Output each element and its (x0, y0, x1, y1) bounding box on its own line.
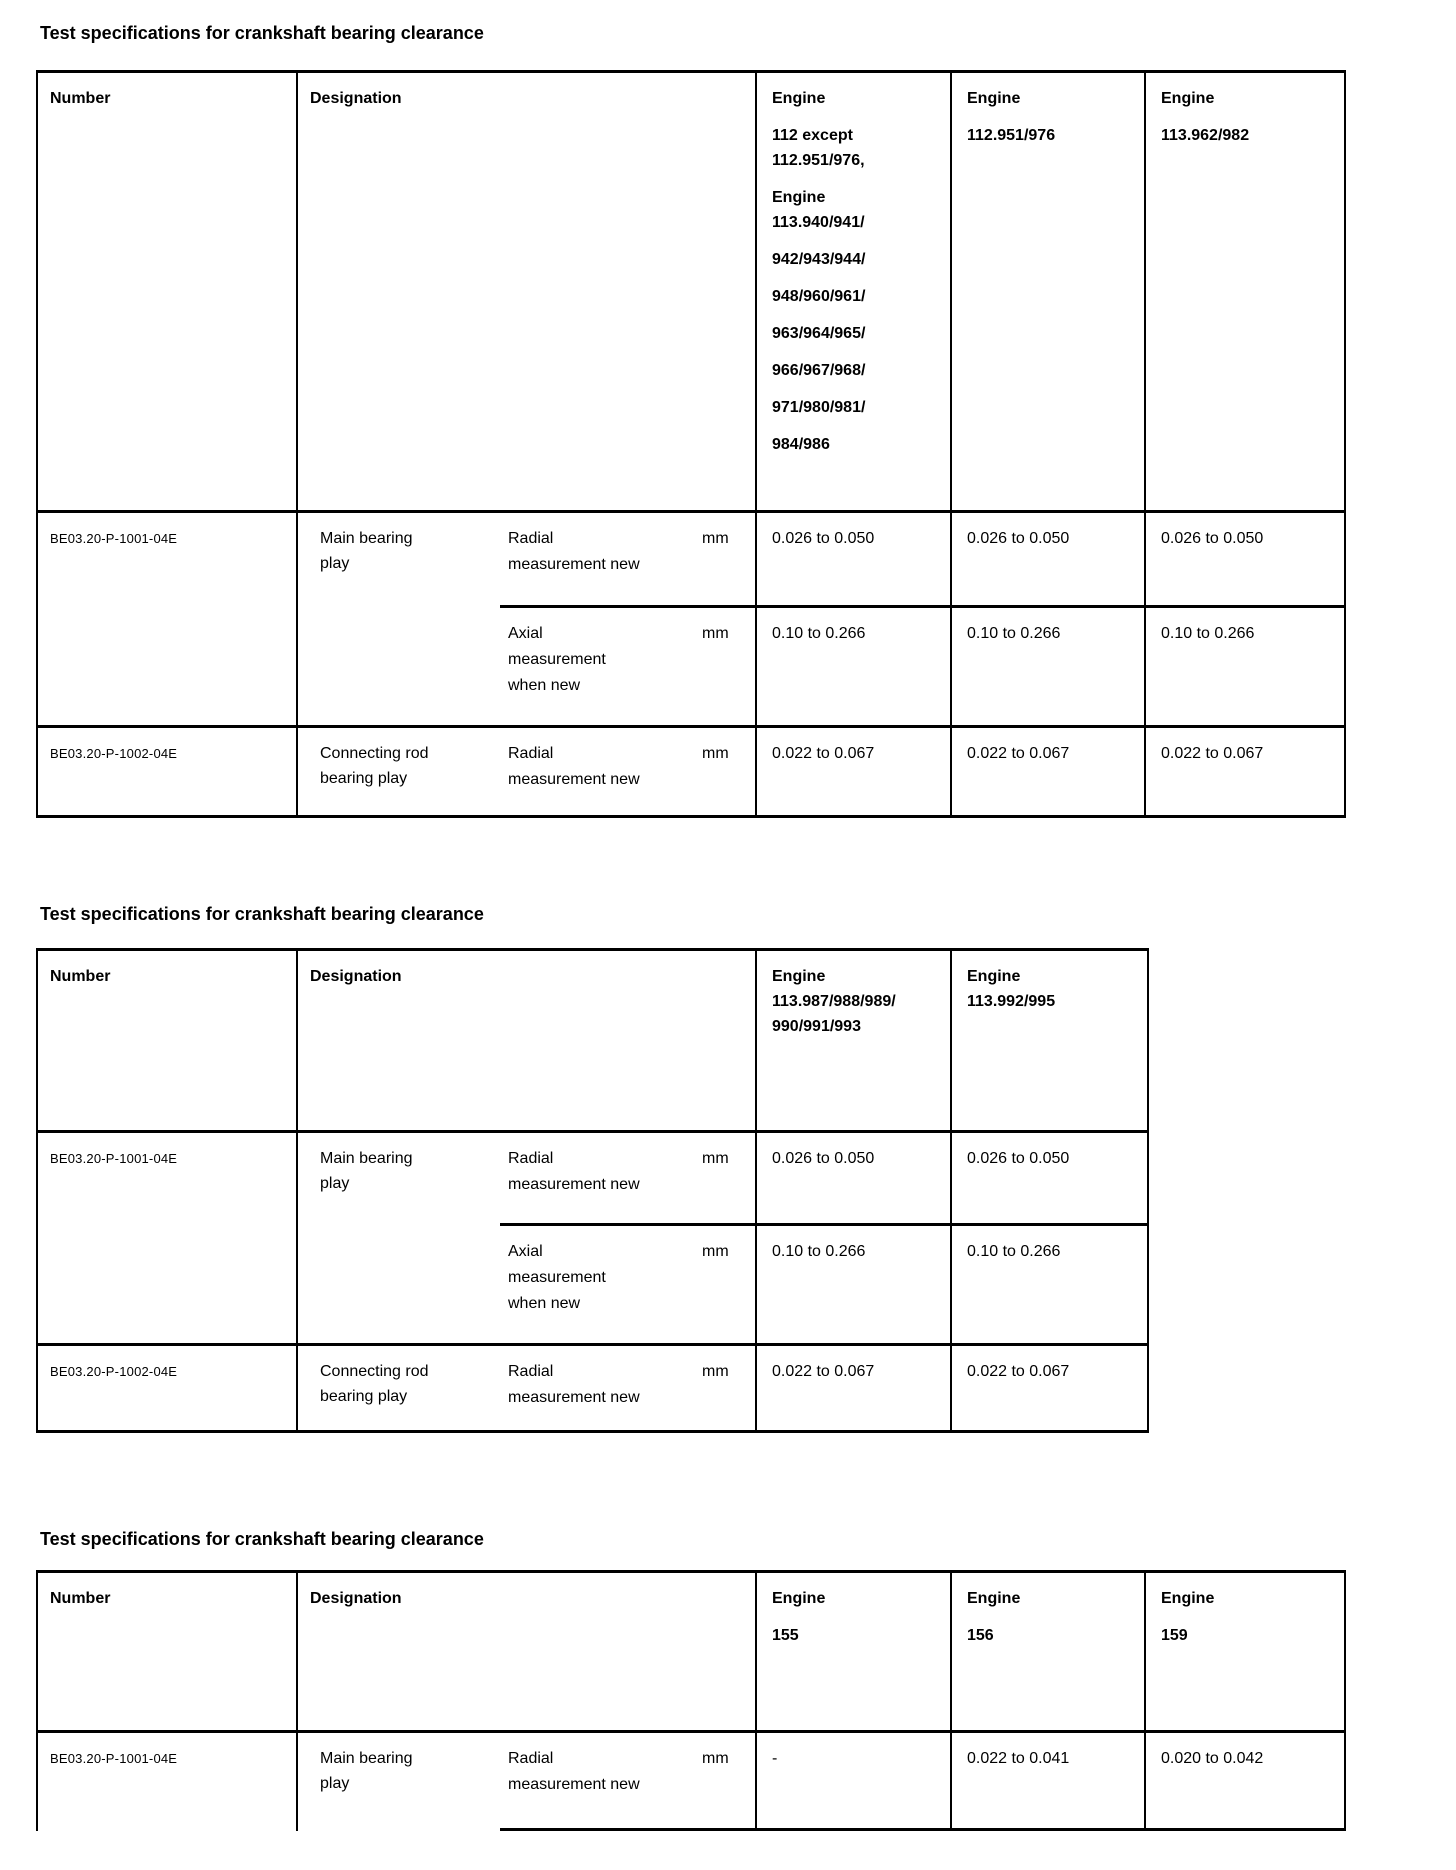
measurement-cell (500, 1733, 702, 1831)
value-cell: - (757, 1733, 952, 1831)
designation-cell (298, 1133, 500, 1346)
measurement-cell (500, 1226, 702, 1346)
column-header-number: Number (38, 1573, 298, 1733)
column-header-engine (1146, 1573, 1344, 1733)
text-line: Axial (508, 625, 543, 642)
text-line: when new (508, 1295, 581, 1312)
column-header-designation: Designation (298, 73, 757, 513)
unit-cell: mm (702, 1346, 757, 1430)
text-line: 963/964/965/ (772, 325, 866, 342)
number-cell: BE03.20-P-1002-04E (38, 728, 298, 815)
measurement-cell (500, 513, 702, 608)
engine-header-paragraph (967, 86, 1136, 111)
engine-header-paragraph (967, 964, 1139, 1014)
measurement-cell (500, 608, 702, 728)
section-title: Test specifications for crankshaft bearing clearance (40, 23, 484, 43)
measurement-cell (500, 1346, 702, 1430)
text-line: 112 except (772, 127, 853, 144)
spec-table (36, 948, 1149, 1433)
text-line: 112.951/976, (772, 152, 865, 169)
unit-cell: mm (702, 1226, 757, 1346)
text-line: Engine (1161, 1590, 1215, 1607)
column-header-number: Number (38, 73, 298, 513)
unit-cell: mm (702, 1133, 757, 1226)
text-line: 942/943/944/ (772, 251, 866, 268)
text-line: Main bearing (320, 1750, 413, 1767)
text-line: 156 (967, 1627, 994, 1644)
value-cell: 0.022 to 0.041 (952, 1733, 1146, 1831)
text-line: 113.940/941/ (772, 214, 865, 231)
text-line: 155 (772, 1627, 799, 1644)
unit-cell: mm (702, 728, 757, 815)
column-header-engine (757, 1573, 952, 1733)
text-line: Main bearing (320, 530, 413, 547)
text-line: measurement (508, 651, 606, 668)
designation-cell (298, 1346, 500, 1430)
designation-cell (298, 728, 500, 815)
value-cell: 0.10 to 0.266 (952, 1226, 1147, 1346)
spec-table (36, 1570, 1346, 1831)
text-line: 990/991/993 (772, 1018, 861, 1035)
value-cell: 0.10 to 0.266 (1146, 608, 1344, 728)
text-line: Engine (967, 90, 1021, 107)
text-line: when new (508, 677, 581, 694)
text-line: Radial (508, 745, 554, 762)
engine-header-paragraph (772, 321, 942, 346)
column-header-engine (952, 1573, 1146, 1733)
designation-cell (298, 513, 500, 728)
text-line: play (320, 1775, 350, 1792)
spec-table (36, 70, 1346, 818)
number-cell: BE03.20-P-1001-04E (38, 1133, 298, 1346)
engine-header-paragraph (1161, 123, 1336, 148)
text-line: Connecting rod (320, 1363, 429, 1380)
text-line: Radial (508, 530, 554, 547)
column-header-engine (952, 951, 1147, 1133)
value-cell: 0.026 to 0.050 (757, 513, 952, 608)
text-line: 113.962/982 (1161, 127, 1250, 144)
text-line: measurement (508, 1269, 606, 1286)
designation-cell (298, 1733, 500, 1831)
text-line: 113.992/995 (967, 993, 1056, 1010)
text-line: 948/960/961/ (772, 288, 866, 305)
engine-header-paragraph (772, 1623, 942, 1648)
engine-header-paragraph (772, 86, 942, 111)
text-line: 112.951/976 (967, 127, 1056, 144)
engine-header-paragraph (772, 358, 942, 383)
text-line: Engine (772, 90, 826, 107)
text-line: play (320, 1175, 350, 1192)
engine-header-paragraph (772, 395, 942, 420)
engine-header-paragraph (1161, 86, 1336, 111)
value-cell: 0.026 to 0.050 (952, 513, 1146, 608)
column-header-designation: Designation (298, 1573, 757, 1733)
text-line: 113.987/988/989/ (772, 993, 896, 1010)
engine-header-paragraph (772, 185, 942, 235)
text-line: 984/986 (772, 436, 830, 453)
text-line: Radial (508, 1750, 554, 1767)
unit-cell: mm (702, 1733, 757, 1831)
value-cell: 0.020 to 0.042 (1146, 1733, 1344, 1831)
text-line: play (320, 555, 350, 572)
engine-header-paragraph (772, 432, 942, 457)
text-line: Radial (508, 1363, 554, 1380)
text-line: Engine (772, 189, 826, 206)
engine-header-paragraph (1161, 1586, 1336, 1611)
number-cell: BE03.20-P-1001-04E (38, 513, 298, 728)
unit-cell: mm (702, 608, 757, 728)
column-header-engine (757, 951, 952, 1133)
engine-header-paragraph (967, 1623, 1136, 1648)
value-cell: 0.022 to 0.067 (1161, 745, 1264, 762)
column-header-designation: Designation (298, 951, 757, 1133)
engine-header-paragraph (772, 123, 942, 173)
value-cell: 0.026 to 0.050 (1146, 513, 1344, 608)
value-cell: 0.022 to 0.067 (757, 1346, 952, 1430)
section-title: Test specifications for crankshaft bearing clearance (40, 904, 484, 924)
text-line: Engine (772, 968, 826, 985)
number-cell: BE03.20-P-1001-04E (38, 1733, 298, 1831)
text-line: Engine (967, 1590, 1021, 1607)
engine-header-paragraph (1161, 1623, 1336, 1648)
measurement-cell (500, 728, 702, 815)
text-line: measurement new (508, 771, 640, 788)
text-line: bearing play (320, 1388, 408, 1405)
column-header-engine (952, 73, 1146, 513)
engine-header-paragraph (772, 247, 942, 272)
text-line: Engine (967, 968, 1021, 985)
text-line: Engine (772, 1590, 826, 1607)
section-title: Test specifications for crankshaft bearing clearance (40, 1529, 484, 1549)
text-line: Engine (1161, 90, 1215, 107)
text-line: 159 (1161, 1627, 1188, 1644)
text-line: Axial (508, 1243, 543, 1260)
engine-header-paragraph (772, 1586, 942, 1611)
text-line: 971/980/981/ (772, 399, 866, 416)
text-line: measurement new (508, 1176, 640, 1193)
text-line: 966/967/968/ (772, 362, 866, 379)
text-line: measurement new (508, 1776, 640, 1793)
measurement-cell (500, 1133, 702, 1226)
value-cell: 0.026 to 0.050 (757, 1133, 952, 1226)
unit-cell: mm (702, 513, 757, 608)
engine-header-paragraph (967, 123, 1136, 148)
value-cell: 0.022 to 0.067 (952, 728, 1146, 815)
text-line: measurement new (508, 556, 640, 573)
column-header-engine (1146, 73, 1344, 513)
column-header-engine (757, 73, 952, 513)
number-cell: BE03.20-P-1002-04E (38, 1346, 298, 1430)
value-cell: 0.10 to 0.266 (952, 608, 1146, 728)
text-line: measurement new (508, 1389, 640, 1406)
value-cell: 0.026 to 0.050 (952, 1133, 1147, 1226)
text-line: bearing play (320, 770, 408, 787)
engine-header-paragraph (772, 284, 942, 309)
text-line: Radial (508, 1150, 554, 1167)
engine-header-paragraph (772, 964, 942, 1039)
column-header-number: Number (38, 951, 298, 1133)
text-line: Connecting rod (320, 745, 429, 762)
engine-header-paragraph (967, 1586, 1136, 1611)
value-cell: 0.022 to 0.067 (967, 1363, 1070, 1380)
text-line: Main bearing (320, 1150, 413, 1167)
value-cell: 0.10 to 0.266 (757, 1226, 952, 1346)
value-cell: 0.022 to 0.067 (757, 728, 952, 815)
value-cell: 0.10 to 0.266 (757, 608, 952, 728)
